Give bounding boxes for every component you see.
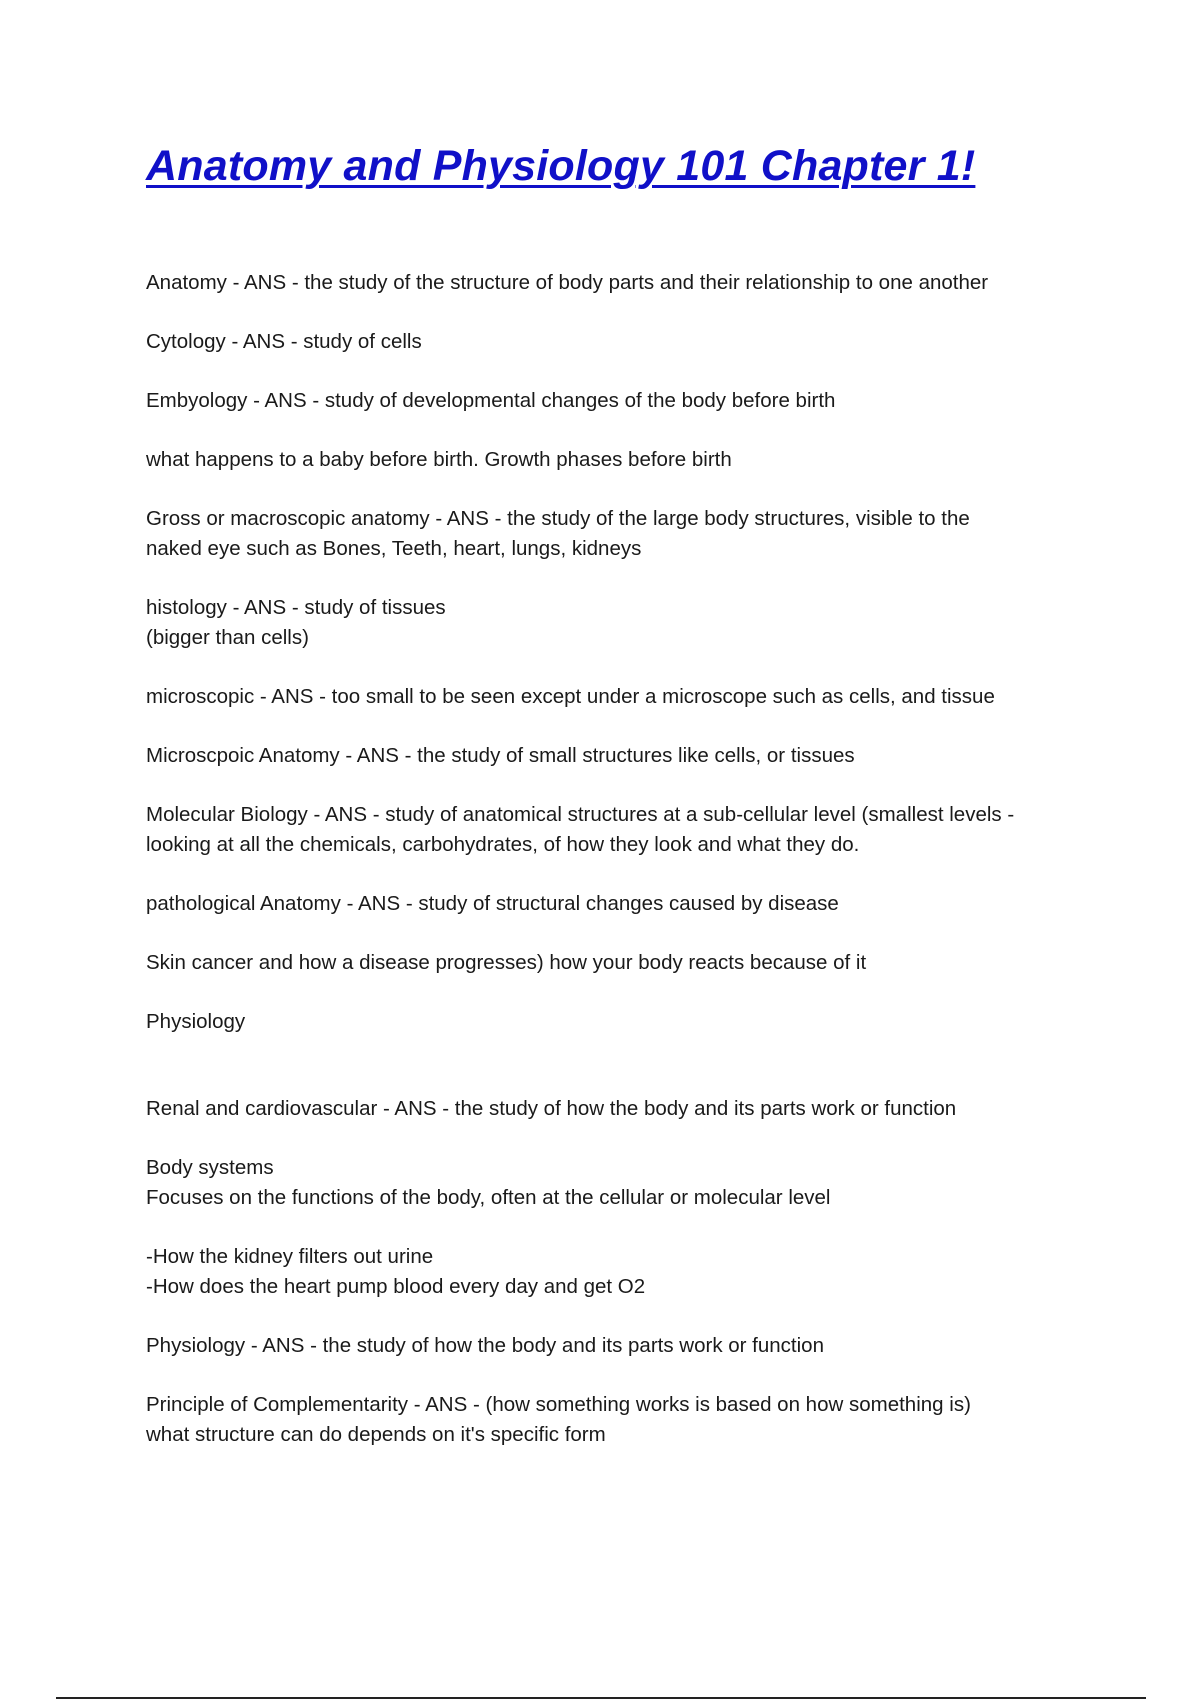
entry-body-systems: [146, 1153, 1096, 1213]
entry-line: naked eye such as Bones, Teeth, heart, lungs, kidneys: [146, 537, 642, 560]
entry-line: Body systems: [146, 1156, 274, 1179]
entry-renal-cardiovascular: [146, 1094, 1096, 1124]
entry-line: Gross or macroscopic anatomy - ANS - the study of the large body structures, visible to the: [146, 507, 970, 530]
entry-line: (bigger than cells): [146, 626, 309, 649]
entry-line: what happens to a baby before birth. Growth phases before birth: [146, 448, 732, 471]
entry-microscopic: [146, 682, 1096, 712]
entry-line: Focuses on the functions of the body, often at the cellular or molecular level: [146, 1186, 831, 1209]
entry-line: Microscpoic Anatomy - ANS - the study of small structures like cells, or tissues: [146, 744, 855, 767]
entry-line: Molecular Biology - ANS - study of anatomical structures at a sub-cellular level (smallest levels -: [146, 803, 1015, 826]
entry-embryology-note: [146, 445, 1096, 475]
entry-line: Skin cancer and how a disease progresses) how your body reacts because of it: [146, 951, 867, 974]
entry-histology: [146, 593, 1096, 653]
entry-physiology-examples: [146, 1242, 1096, 1302]
footer-divider: [56, 1697, 1146, 1699]
entry-molecular-biology: [146, 800, 1096, 860]
entry-gross-anatomy: [146, 504, 1096, 564]
entry-physiology-heading: [146, 1007, 1096, 1037]
entry-line: histology - ANS - study of tissues: [146, 596, 446, 619]
entry-line: Renal and cardiovascular - ANS - the study of how the body and its parts work or function: [146, 1097, 957, 1120]
document-title: Anatomy and Physiology 101 Chapter 1!: [146, 142, 976, 190]
entry-line: Principle of Complementarity - ANS - (how something works is based on how something is): [146, 1393, 971, 1416]
entry-skin-cancer-note: [146, 948, 1096, 978]
entry-physiology-definition: [146, 1331, 1096, 1361]
entry-pathological-anatomy: [146, 889, 1096, 919]
entry-line: Embyology - ANS - study of developmental changes of the body before birth: [146, 389, 836, 412]
entry-line: Physiology: [146, 1010, 246, 1033]
entries-list: [146, 268, 1096, 1479]
entry-principle-complementarity: [146, 1390, 1096, 1450]
entry-line: -How does the heart pump blood every day and get O2: [146, 1275, 646, 1298]
entry-microscopic-anatomy: [146, 741, 1096, 771]
entry-line: pathological Anatomy - ANS - study of structural changes caused by disease: [146, 892, 839, 915]
entry-anatomy: [146, 268, 1096, 298]
entry-line: what structure can do depends on it's specific form: [146, 1423, 606, 1446]
entry-cytology: [146, 327, 1096, 357]
entry-embryology: [146, 386, 1096, 416]
entry-line: Anatomy - ANS - the study of the structure of body parts and their relationship to one another: [146, 271, 989, 294]
entry-line: looking at all the chemicals, carbohydrates, of how they look and what they do.: [146, 833, 860, 856]
entry-line: Cytology - ANS - study of cells: [146, 330, 422, 353]
entry-line: microscopic - ANS - too small to be seen except under a microscope such as cells, and tissue: [146, 685, 995, 708]
entry-line: Physiology - ANS - the study of how the body and its parts work or function: [146, 1334, 824, 1357]
entry-line: -How the kidney filters out urine: [146, 1245, 434, 1268]
